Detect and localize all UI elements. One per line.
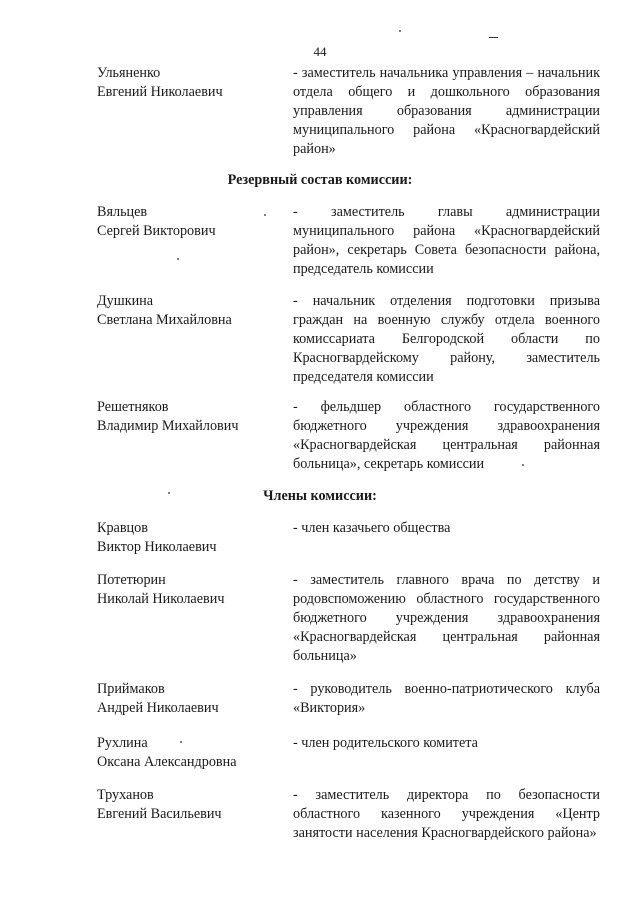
person-role: - член родительского комитета <box>293 735 478 751</box>
person-surname: Приймаков <box>97 681 165 697</box>
person-name <box>97 203 287 241</box>
person-role: - заместитель главы администрации муниципального района «Красногвардейский район», секретарь Совета безопасности района, председатель комиссии <box>293 204 600 277</box>
person-name <box>97 64 287 102</box>
person-role: - заместитель главного врача по детству и родовспоможению областного государственного бюджетного учреждения здравоохранения «Красногвардейская центральная районная больница» <box>293 572 600 664</box>
person-role: - начальник отделения подготовки призыва граждан на военную службу отдела военного комиссариата Белгородской области по Красногвардейскому району, заместитель председателя комиссии <box>293 293 600 385</box>
scan-speck <box>177 258 179 260</box>
person-name <box>97 734 287 772</box>
person-given-name: Оксана Александровна <box>97 754 237 770</box>
person-role: - член казачьего общества <box>293 520 451 536</box>
scan-speck <box>399 30 401 32</box>
person-surname: Ульяненко <box>97 65 161 81</box>
person-role: - руководитель военно-патриотического клуба «Виктория» <box>293 681 600 716</box>
page-number: 44 <box>313 44 327 59</box>
person-surname: Рухлина <box>97 735 148 751</box>
person-role: - заместитель начальника управления – начальник отдела общего и дошкольного образования управления образования администрации муниципального района «Красногвардейский район» <box>293 65 600 157</box>
person-given-name: Николай Николаевич <box>97 591 225 607</box>
person-given-name: Андрей Николаевич <box>97 700 219 716</box>
person-given-name: Евгений Васильевич <box>97 806 222 822</box>
person-name <box>97 680 287 718</box>
scan-mark <box>489 37 498 38</box>
person-given-name: Виктор Николаевич <box>97 539 217 555</box>
person-surname: Кравцов <box>97 520 148 536</box>
person-role: - фельдшер областного государственного бюджетного учреждения здравоохранения «Красногвардейская центральная районная больница», секретарь комиссии <box>293 399 600 472</box>
person-role: - заместитель директора по безопасности областного казенного учреждения «Центр занятости населения Красногвардейского района» <box>293 787 600 841</box>
reserve-heading: Резервный состав комиссии: <box>227 172 413 188</box>
person-name <box>97 571 287 609</box>
person-surname: Труханов <box>97 787 154 803</box>
person-name <box>97 398 287 436</box>
person-name <box>97 786 287 824</box>
members-heading: Члены комиссии: <box>263 488 377 504</box>
person-name <box>97 519 287 557</box>
person-surname: Решетняков <box>97 399 169 415</box>
person-given-name: Владимир Михайлович <box>97 418 239 434</box>
person-surname: Душкина <box>97 293 154 309</box>
person-given-name: Сергей Викторович <box>97 223 216 239</box>
person-given-name: Евгений Николаевич <box>97 84 223 100</box>
person-name <box>97 292 287 330</box>
person-given-name: Светлана Михайловна <box>97 312 232 328</box>
person-surname: Потетюрин <box>97 572 166 588</box>
person-surname: Вяльцев <box>97 204 148 220</box>
